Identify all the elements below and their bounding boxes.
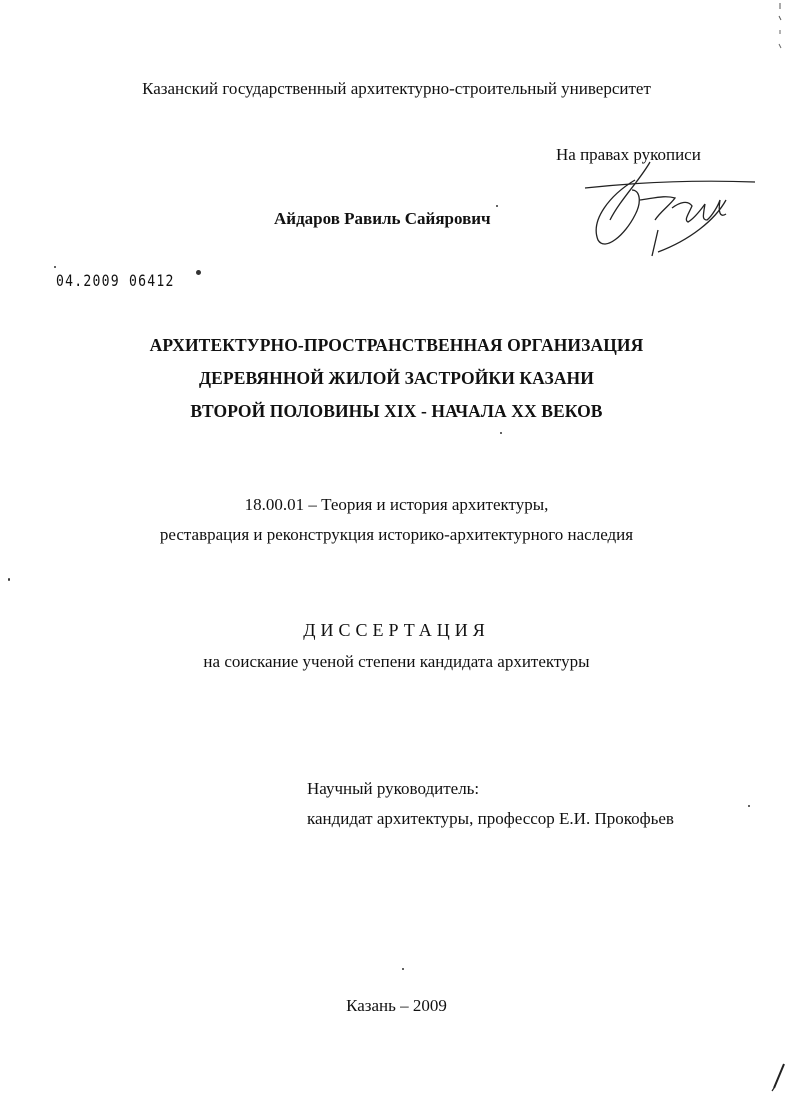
author-name: Айдаров Равиль Сайярович bbox=[274, 209, 491, 228]
scan-speck-icon bbox=[748, 805, 750, 807]
place-and-year: Казань – 2009 bbox=[346, 996, 447, 1015]
university-name: Казанский государственный архитектурно-строительный университет bbox=[142, 79, 651, 98]
degree-purpose: на соискание ученой степени кандидата архитектуры bbox=[203, 652, 590, 671]
registration-mark-icon bbox=[196, 270, 201, 275]
title-line-1: АРХИТЕКТУРНО-ПРОСТРАНСТВЕННАЯ ОРГАНИЗАЦИЯ bbox=[149, 335, 644, 355]
supervisor-heading: Научный руководитель: bbox=[307, 779, 480, 798]
registration-number: 04.2009 06412 bbox=[56, 271, 175, 290]
manuscript-rights-note: На правах рукописи bbox=[556, 145, 701, 164]
scan-margin-marks bbox=[773, 0, 787, 60]
corner-pen-mark bbox=[768, 1062, 788, 1092]
specialty-line-1: 18.00.01 – Теория и история архитектуры, bbox=[244, 495, 549, 514]
scan-speck-icon bbox=[402, 968, 404, 970]
scan-speck-icon bbox=[496, 205, 498, 207]
handwritten-signature bbox=[580, 160, 765, 265]
scan-speck-icon bbox=[8, 578, 10, 581]
specialty-line-2: реставрация и реконструкция историко-архитектурного наследия bbox=[159, 525, 634, 544]
document-type: ДИССЕРТАЦИЯ bbox=[303, 620, 490, 640]
title-line-2: ДЕРЕВЯННОЙ ЖИЛОЙ ЗАСТРОЙКИ КАЗАНИ bbox=[199, 368, 594, 388]
scan-speck-icon bbox=[500, 432, 502, 434]
title-line-3: ВТОРОЙ ПОЛОВИНЫ XIX - НАЧАЛА XX ВЕКОВ bbox=[190, 401, 603, 421]
scan-speck-icon bbox=[54, 266, 56, 268]
supervisor-details: кандидат архитектуры, профессор Е.И. Прокофьев bbox=[307, 809, 674, 828]
